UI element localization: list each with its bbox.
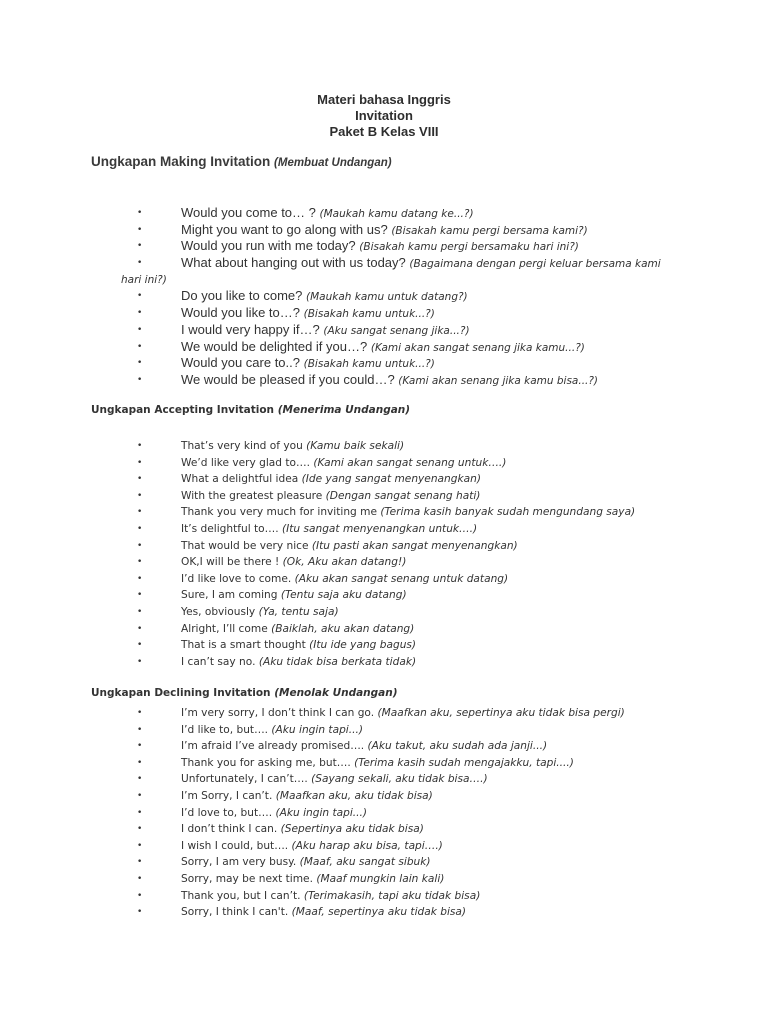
bullet-icon: • — [137, 606, 143, 617]
translation-text: (Ya, tentu saja) — [258, 605, 339, 618]
bullet-icon: • — [137, 807, 143, 818]
list-item — [0, 621, 768, 638]
list-item — [0, 554, 768, 571]
translation-text: (Baiklah, aku akan datang) — [271, 622, 415, 635]
translation-text: (Sayang sekali, aku tidak bisa….) — [311, 773, 488, 786]
list-item — [0, 288, 768, 305]
list-item — [0, 755, 768, 772]
expression-text: I’m very sorry, I don’t think I can go. — [181, 707, 375, 719]
accepting-invitation-list — [0, 438, 768, 670]
title-line-topic: Invitation — [355, 108, 413, 123]
bullet-icon: • — [137, 590, 143, 601]
list-item — [0, 488, 768, 505]
accepting-invitation-heading — [91, 404, 410, 416]
expression-text: Unfortunately, I can’t…. — [181, 773, 308, 786]
expression-text: I’m Sorry, I can’t. — [181, 789, 273, 802]
bullet-icon: • — [137, 724, 143, 735]
bullet-icon: • — [137, 308, 143, 319]
bullet-icon: • — [137, 224, 143, 235]
list-item — [0, 521, 768, 538]
translation-text: (Aku harap aku bisa, tapi….) — [291, 839, 443, 852]
list-item — [0, 455, 768, 472]
list-item — [0, 705, 768, 722]
list-item — [0, 587, 768, 604]
heading-translation: (Menolak Undangan) — [274, 687, 398, 699]
bullet-icon: • — [137, 857, 143, 868]
list-item — [0, 372, 768, 389]
translation-text: (Aku ingin tapi...) — [275, 806, 368, 819]
translation-text: (Itu sangat menyenangkan untuk….) — [281, 522, 478, 535]
expression-text: I’d like love to come. — [181, 572, 292, 585]
translation-text: (Terima kasih banyak sudah mengundang saya) — [380, 506, 636, 519]
list-item — [0, 438, 768, 455]
bullet-icon: • — [137, 708, 143, 718]
bullet-icon: • — [137, 774, 143, 785]
expression-text: Sorry, may be next time. — [181, 872, 313, 885]
heading-translation: (Menerima Undangan) — [277, 404, 411, 416]
bullet-icon: • — [137, 241, 143, 252]
translation-text: (Aku ingin tapi...) — [271, 723, 363, 736]
expression-text: I can’t say no. — [181, 655, 256, 668]
bullet-icon: • — [137, 741, 143, 752]
list-item — [0, 904, 768, 921]
expression-text: Thank you for asking me, but…. — [181, 756, 351, 769]
expression-text: I’d like to, but…. — [181, 723, 269, 736]
list-item — [0, 222, 768, 239]
translation-text: (Kamu baik sekali) — [306, 440, 405, 452]
bullet-icon: • — [137, 873, 143, 884]
bullet-icon: • — [137, 441, 143, 451]
bullet-icon: • — [137, 457, 143, 468]
translation-text: (Aku akan sangat senang untuk datang) — [294, 572, 509, 585]
translation-text: (Aku takut, aku sudah ada janji...) — [367, 740, 548, 753]
bullet-icon: • — [137, 757, 143, 768]
document-title — [0, 92, 768, 140]
list-item — [0, 722, 768, 739]
list-item — [0, 322, 768, 339]
translation-text: (Bagaimana dengan pergi keluar bersama kami — [409, 258, 661, 271]
expression-text: OK,I will be there ! — [181, 556, 280, 569]
making-invitation-list — [0, 205, 768, 389]
list-item — [0, 538, 768, 555]
expression-text: I don’t think I can. — [181, 823, 278, 836]
translation-text: (Kami akan senang jika kamu bisa...?) — [398, 374, 599, 387]
translation-text: (Tentu saja aku datang) — [280, 589, 407, 602]
expression-text: With the greatest pleasure — [181, 489, 323, 502]
translation-text: (Ok, Aku akan datang!) — [282, 556, 407, 569]
list-item — [0, 471, 768, 488]
bullet-icon: • — [137, 507, 143, 518]
expression-text: It’s delightful to…. — [181, 522, 279, 535]
translation-text: (Aku sangat senang jika...?) — [323, 324, 470, 337]
declining-invitation-heading — [91, 687, 398, 699]
list-item — [0, 888, 768, 905]
translation-text: (Aku tidak bisa berkata tidak) — [258, 655, 417, 668]
bullet-icon: • — [137, 324, 143, 335]
expression-text: Sorry, I think I can't. — [181, 906, 289, 919]
translation-text: (Maukah kamu untuk datang?) — [306, 291, 468, 304]
list-item — [0, 504, 768, 521]
bullet-icon: • — [137, 557, 143, 568]
translation-text: (Ide yang sangat menyenangkan) — [301, 473, 481, 486]
translation-text: (Bisakah kamu pergi bersamaku hari ini?) — [359, 241, 579, 254]
expression-text: Sorry, I am very busy. — [181, 856, 297, 869]
expression-text: Might you want to go along with us? — [181, 221, 388, 237]
list-item — [0, 238, 768, 255]
expression-text: We would be delighted if you…? — [181, 338, 368, 354]
list-item — [0, 654, 768, 671]
list-item — [0, 821, 768, 838]
list-item — [0, 637, 768, 654]
bullet-icon: • — [137, 840, 143, 851]
bullet-icon: • — [137, 208, 143, 218]
bullet-icon: • — [137, 890, 143, 901]
translation-text: (Terimakasih, tapi aku tidak bisa) — [303, 889, 481, 902]
expression-text: That is a smart thought — [181, 639, 306, 652]
title-line-class: Paket B Kelas VIII — [329, 124, 439, 139]
expression-text: I would very happy if…? — [181, 321, 320, 337]
expression-text: Would you run with me today? — [181, 238, 356, 254]
translation-text: (Itu pasti akan sangat menyenangkan) — [311, 539, 518, 552]
translation-text: (Bisakah kamu pergi bersama kami?) — [391, 224, 588, 237]
expression-text: We would be pleased if you could…? — [181, 371, 395, 387]
list-item — [0, 788, 768, 805]
expression-text: Yes, obviously — [181, 605, 256, 618]
expression-text: Alright, I’ll come — [181, 622, 268, 635]
bullet-icon: • — [137, 790, 143, 801]
heading-text: Ungkapan Making Invitation — [91, 154, 271, 169]
translation-text: (Maaf, sepertinya aku tidak bisa) — [291, 906, 467, 919]
list-item — [0, 255, 768, 288]
bullet-icon: • — [137, 640, 143, 651]
declining-invitation-list — [0, 705, 768, 921]
expression-text: What a delightful idea — [181, 473, 299, 486]
translation-text: (Dengan sangat senang hati) — [325, 489, 481, 502]
expression-text: Thank you, but I can’t. — [181, 889, 301, 902]
list-item — [0, 838, 768, 855]
bullet-icon: • — [137, 341, 143, 352]
bullet-icon: • — [137, 258, 143, 269]
list-item — [0, 571, 768, 588]
bullet-icon: • — [137, 358, 143, 369]
translation-continuation: hari ini?) — [121, 273, 167, 286]
translation-text: (Maaf, aku sangat sibuk) — [299, 856, 431, 869]
bullet-icon: • — [137, 656, 143, 667]
bullet-icon: • — [137, 824, 143, 835]
heading-text: Ungkapan Declining Invitation — [91, 687, 271, 699]
bullet-icon: • — [137, 474, 143, 485]
translation-text: (Maafkan aku, sepertinya aku tidak bisa pergi) — [377, 707, 625, 719]
expression-text: What about hanging out with us today? — [181, 255, 406, 271]
list-item — [0, 805, 768, 822]
expression-text: Would you like to…? — [181, 305, 300, 321]
bullet-icon: • — [137, 540, 143, 551]
translation-text: (Kami akan sangat senang untuk….) — [313, 456, 507, 469]
translation-text: (Kami akan sangat senang jika kamu...?) — [370, 341, 585, 354]
expression-text: We’d like very glad to…. — [181, 456, 310, 469]
expression-text: That would be very nice — [181, 539, 309, 552]
expression-text: Sure, I am coming — [181, 589, 278, 602]
translation-text: (Itu ide yang bagus) — [309, 639, 417, 652]
expression-text: I wish I could, but…. — [181, 839, 289, 852]
bullet-icon: • — [137, 490, 143, 501]
translation-text: (Bisakah kamu untuk...?) — [303, 308, 435, 321]
expression-text: That’s very kind of you — [181, 440, 303, 452]
expression-text: Thank you very much for inviting me — [181, 506, 377, 519]
expression-text: Do you like to come? — [181, 288, 303, 304]
bullet-icon: • — [137, 573, 143, 584]
list-item — [0, 355, 768, 372]
making-invitation-heading — [91, 154, 392, 169]
list-item — [0, 854, 768, 871]
bullet-icon: • — [137, 291, 143, 302]
list-item — [0, 871, 768, 888]
bullet-icon: • — [137, 907, 143, 918]
heading-text: Ungkapan Accepting Invitation — [91, 404, 275, 416]
heading-translation: (Membuat Undangan) — [274, 157, 392, 169]
translation-text: (Maaf mungkin lain kali) — [316, 872, 445, 885]
translation-text: (Sepertinya aku tidak bisa) — [280, 823, 424, 836]
expression-text: I’m afraid I’ve already promised…. — [181, 740, 365, 753]
translation-text: (Terima kasih sudah mengajakku, tapi....) — [354, 756, 574, 769]
expression-text: I’d love to, but…. — [181, 806, 273, 819]
expression-text: Would you come to… ? — [181, 205, 316, 220]
bullet-icon: • — [137, 374, 143, 385]
list-item — [0, 771, 768, 788]
translation-text: (Maukah kamu datang ke...?) — [319, 208, 474, 220]
list-item — [0, 339, 768, 356]
translation-text: (Bisakah kamu untuk...?) — [303, 358, 435, 371]
list-item — [0, 305, 768, 322]
list-item — [0, 604, 768, 621]
title-line-subject: Materi bahasa Inggris — [317, 92, 451, 107]
list-item — [0, 205, 768, 222]
bullet-icon: • — [137, 623, 143, 634]
expression-text: Would you care to..? — [181, 355, 300, 371]
list-item — [0, 738, 768, 755]
bullet-icon: • — [137, 523, 143, 534]
translation-text: (Maafkan aku, aku tidak bisa) — [275, 789, 433, 802]
